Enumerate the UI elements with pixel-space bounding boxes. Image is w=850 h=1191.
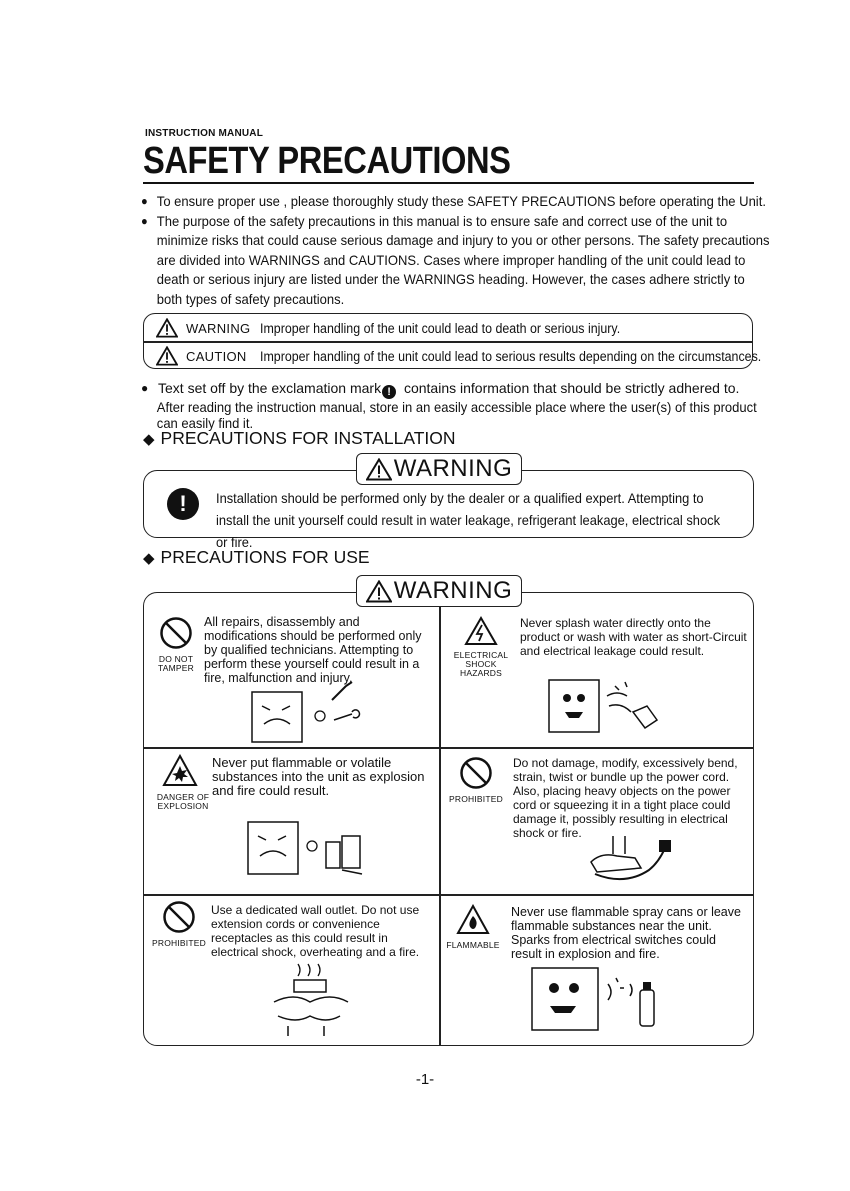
grid-divider-1 [144,747,753,749]
cell-5-symbol-label: PROHIBITED [152,938,206,948]
grid-divider-2 [144,894,753,896]
wall-outlet-illustration [268,962,352,1038]
page-number: -1- [415,1071,435,1088]
prohibited-icon [159,616,193,650]
legend-caution-text: Improper handling of the unit could lead to serious results depending on the circumstances. [260,348,762,364]
cell-4-text: Do not damage, modify, excessively bend, strain, twist or bundle up the power cord. Also, placing heavy objects on the power cord or squeezing it in a tight place could damage it, possibly resulting in electrical shock or fire. [513,756,738,840]
power-cord-illustration [585,830,685,888]
note-line-1-a: Text set off by the exclamation mark [158,380,382,396]
installation-heading-text: PRECAUTIONS FOR INSTALLATION [160,428,456,448]
water-splash-illustration [545,672,665,738]
cell-2-symbol-label: ELECTRICAL SHOCK HAZARDS [453,650,509,678]
prohibited-icon [162,900,196,934]
explosion-symbol [156,754,210,811]
use-heading [143,547,370,568]
grid-vertical-divider [439,600,441,1045]
intro-section [141,192,770,309]
flammable-symbol [444,904,502,950]
cell-6-symbol-label: FLAMMABLE [446,940,500,950]
do-not-tamper-symbol [156,616,196,673]
page-title: SAFETY PRECAUTIONS [143,140,511,182]
legend-warning-key: WARNING [186,320,251,336]
use-heading-text: PRECAUTIONS FOR USE [160,547,370,567]
cell-6-text: Never use flammable spray cans or leave flammable substances near the unit. Sparks from electrical switches could result in explosion and fire. [511,905,741,961]
prohibited-icon [459,756,493,790]
title-rule [143,182,754,184]
flammable-icon [456,904,490,936]
cell-3-text: Never put flammable or volatile substances into the unit as explosion and fire could result. [212,755,425,798]
exclamation-note [141,380,761,431]
cell-2-text: Never splash water directly onto the product or wash with water as short-Circuit and electrical leakage could result. [520,616,747,658]
cell-5-text: Use a dedicated wall outlet. Do not use extension cords or convenience receptacles as this could result in electrical shock, overheating and a fire. [211,903,420,959]
warning-triangle-icon [366,580,392,603]
prohibited-symbol [444,756,508,804]
use-warning-label: WARNING [393,577,513,604]
manual-label: INSTRUCTION MANUAL [145,128,264,139]
caution-triangle-icon [156,346,178,366]
exclamation-mark-icon: ! [382,385,396,399]
legend-caution-key: CAUTION [186,348,247,364]
electrical-shock-icon [464,616,498,646]
volatile-substances-illustration [246,818,370,876]
installation-warning-text: Installation should be performed only by the dealer or a qualified expert. Attempting to install the unit yourself could result in water leakage, refrigerant leakage, electrical shock or fire. [216,490,721,550]
note-line-1 [141,380,761,399]
use-warning-tab [356,575,522,607]
exclamation-circle-icon: ! [167,488,199,520]
installation-warning-label: WARNING [393,455,513,482]
installation-heading [143,428,456,449]
cell-3-symbol-label: DANGER OF EXPLOSION [156,792,210,811]
legend-box [143,313,762,369]
intro-bullet-1: ● To ensure proper use , please thoroughly study these SAFETY PRECAUTIONS before operating the Unit. [141,192,772,212]
note-line-1-b: contains information that should be strictly adhered to. [403,380,740,396]
electrical-shock-symbol [444,616,518,678]
cell-1-symbol-label: DO NOT TAMPER [158,654,194,673]
warning-triangle-icon [156,318,178,338]
installation-warning-tab [356,453,522,485]
cell-4-symbol-label: PROHIBITED [449,794,503,804]
legend-caution-row [156,343,805,369]
flammable-spray-illustration [528,964,668,1034]
cell-1-text: All repairs, disassembly and modifications should be performed only by qualified technicians. Attempting to perform these yourself could result in a fire, malfunction and injury. [204,615,422,685]
diamond-icon: ◆ [143,549,155,567]
warning-triangle-icon [366,458,392,481]
legend-warning-row [156,315,652,341]
explosion-icon [162,754,198,788]
legend-warning-text: Improper handling of the unit could lead to death or serious injury. [260,320,621,336]
diamond-icon: ◆ [143,430,155,448]
tamper-illustration [250,680,370,744]
prohibited-symbol [150,900,208,948]
intro-bullet-2: ● The purpose of the safety precautions in this manual is to ensure safe and correct use of the unit to minimize risks that could cause serious damage and injury to you or other persons. The safety precautions are divided into WARNINGS and CAUTIONS. Cases where improper handling of the unit could lead to death or serious injury are listed under the WARNINGS heading. However, the cases adhere strictly to both types of safety precautions. [141,212,772,310]
note-line-2: After reading the instruction manual, store in an easily accessible place where the user(s) of this product can easily find it. [156,399,757,431]
